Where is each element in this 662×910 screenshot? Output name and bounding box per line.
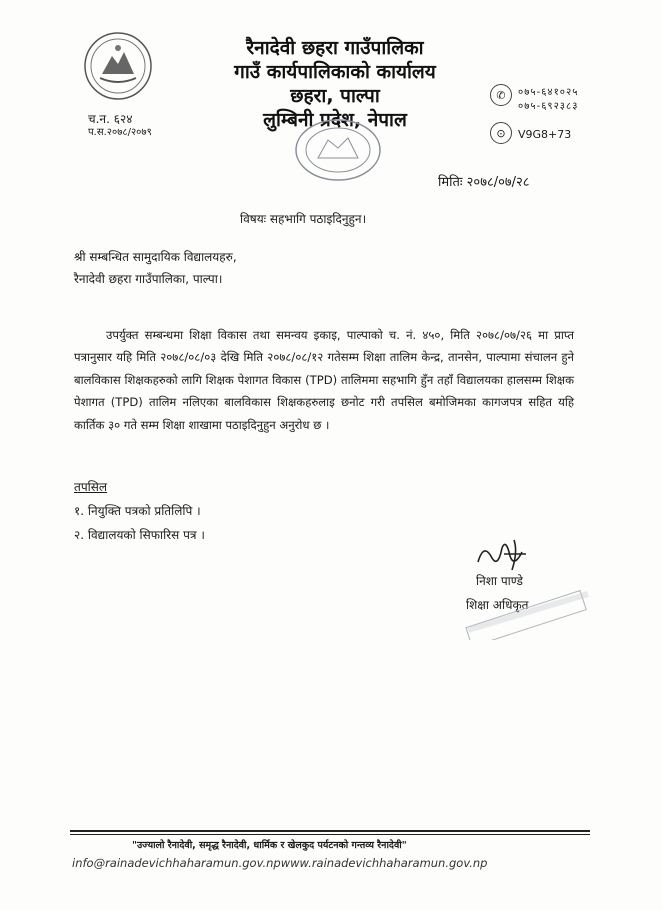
dispatch-number: च.न. ६२४: [88, 112, 133, 126]
signatory-title: शिक्षा अधिकृत: [466, 598, 529, 612]
education-officer-stamp: [458, 590, 600, 640]
recipient-line-2: रैनादेवी छहरा गाउँपालिका, पाल्पा।: [74, 272, 223, 286]
footer-rule: [70, 830, 590, 832]
signature: [474, 534, 530, 574]
enclosure-item: २. विद्यालयको सिफारिस पत्र ।: [74, 528, 205, 542]
letter-subject: विषयः सहभागि पठाइदिनुहुन।: [240, 212, 367, 226]
footer-motto: "उज्यालो रैनादेवी, समृद्ध रैनादेवी, धार्मिक र खेलकुद पर्यटनको गन्तव्य रैनादेवी": [132, 840, 407, 851]
phone-icon: ✆: [490, 84, 512, 106]
enclosure-item: १. नियुक्ति पत्रको प्रतिलिपि ।: [74, 504, 201, 518]
signatory-name: निशा पाण्डे: [476, 574, 523, 588]
fiscal-year: प.स.२०७८/२०७९: [88, 127, 152, 138]
letter-body: उपर्युक्त सम्बन्धमा शिक्षा विकास तथा समन्वय इकाइ, पाल्पाको च. नं. ४५०, मिति २०७८/०७/२६ मा प्राप्त पत्रानुसार यहि मिति २०७८/०८/०३ देखि मिति २०७८/०८/१२ गतेसम्म शिक्षा तालिम केन्द्र, तानसेन, पाल्पामा संचालन हुने बालविकास शिक्षकहरुको लागि शिक्षक पेशागत विकास (TPD) तालिममा सहभागि हुँन तहाँ विद्यालयका हालसम्म शिक्षक पेशागत (TPD) तालिम नलिएका बालविकास शिक्षकहरुलाइ छनोट गरी तपसिल बमोजिमका कागजपत्र सहित यहि कार्तिक ३० गते सम्म शिक्षा शाखामा पठाइदिनुहुन अनुरोध छ ।: [74, 328, 574, 432]
plus-code: V9G8+73: [518, 128, 572, 141]
office-type: गाउँ कार्यपालिकाको कार्यालय: [234, 61, 436, 83]
letter-date: मितिः २०७८/०७/२८: [438, 175, 530, 190]
office-location: छहरा, पाल्पा: [290, 85, 380, 107]
location-pin-icon: ⊙: [490, 122, 512, 144]
office-name: रैनादेवी छहरा गाउँपालिका: [246, 37, 424, 59]
phone-number-2: ०७५-६९२३८३: [518, 101, 579, 112]
office-province: लुम्बिनी प्रदेश, नेपाल: [263, 109, 407, 131]
nepal-emblem-icon: [82, 30, 154, 102]
footer-links: info@rainadevichhaharamun.gov.npwww.rainadevichhaharamun.gov.np: [72, 856, 488, 870]
phone-number-1: ०७५-६४१०२५: [518, 87, 579, 98]
enclosure-title: तपसिल: [74, 480, 108, 494]
footer-rule-thin: [70, 834, 590, 835]
office-seal: [292, 118, 384, 188]
recipient-line-1: श्री सम्बन्धित सामुदायिक विद्यालयहरु,: [74, 250, 237, 264]
